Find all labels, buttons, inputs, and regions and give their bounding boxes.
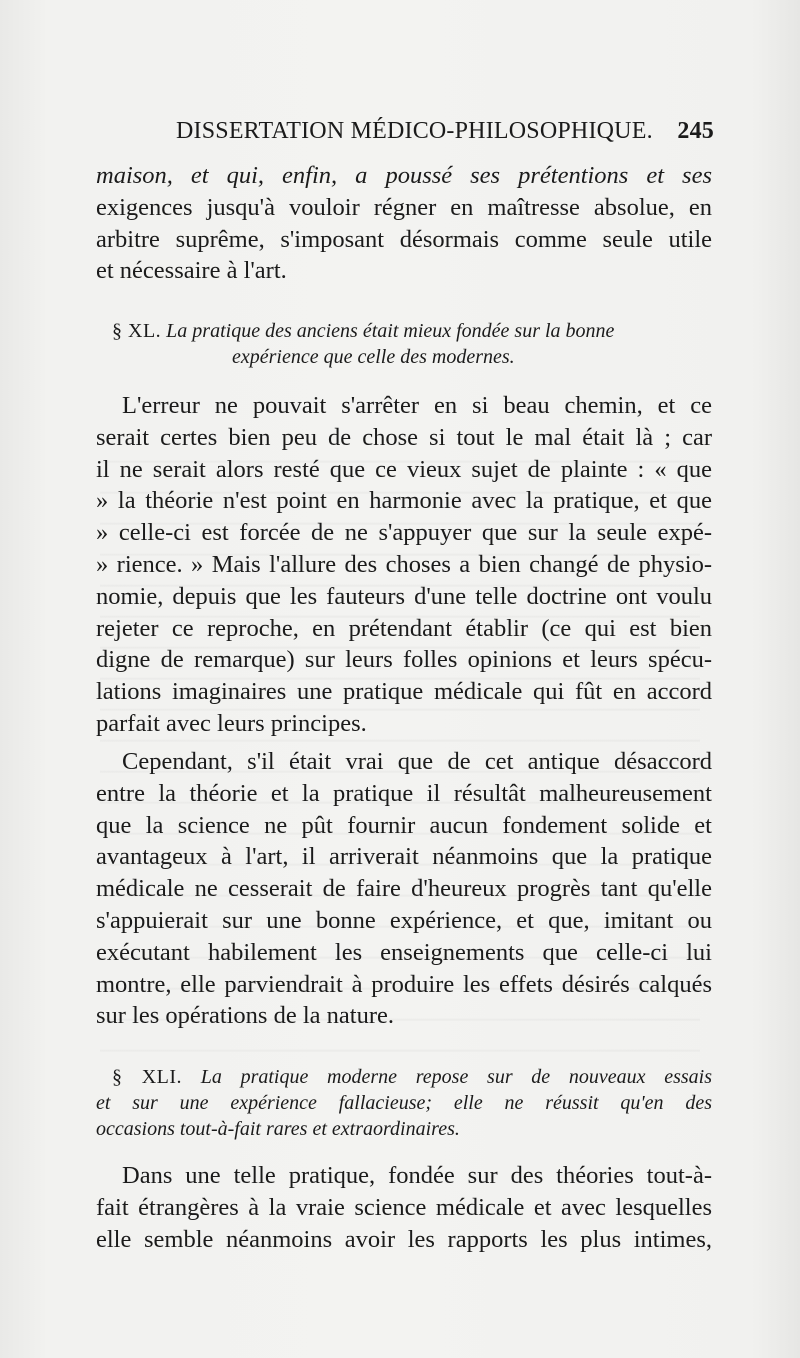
- paragraph-continuation: [96, 160, 712, 287]
- section-title: La pratique des anciens était mieux fondée sur la bonne: [166, 320, 615, 342]
- text-line: s'appuierait sur une bonne expérience, et que, imitant ou: [96, 906, 712, 934]
- section-number: § XLI.: [112, 1066, 183, 1088]
- section-title: La pratique moderne repose sur de nouveaux essais: [200, 1066, 713, 1088]
- text-line: rejeter ce reproche, en prétendant établir (ce qui est bien: [96, 614, 712, 642]
- text-line: [96, 160, 712, 192]
- section-title: occasions tout-à-fait rares et extraordinaires.: [96, 1118, 460, 1140]
- text-line: » celle-ci est forcée de ne s'appuyer que sur la seule expé-: [96, 519, 712, 547]
- text-line: » la théorie n'est point en harmonie avec la pratique, et que: [96, 487, 712, 515]
- text-line: et nécessaire à l'art.: [96, 257, 287, 285]
- text-line: entre la théorie et la pratique il résultât malheureusement: [96, 779, 712, 807]
- section-heading-line: [96, 318, 712, 344]
- text-line: L'erreur ne pouvait s'arrêter en si beau chemin, et ce: [122, 392, 712, 419]
- text-line: médicale ne cesserait de faire d'heureux progrès tant qu'elle: [96, 875, 712, 903]
- section-heading-xl: [96, 318, 712, 370]
- text-line: digne de remarque) sur leurs folles opinions et leurs spécu-: [96, 646, 712, 674]
- text-line: sur les opérations de la nature.: [96, 1002, 394, 1030]
- text-line: Cependant, s'il était vrai que de cet antique désaccord: [122, 748, 712, 775]
- text-line-content: maison, et qui, enfin, a poussé ses prétentions et ses: [96, 162, 712, 189]
- text-line: elle semble néanmoins avoir les rapports les plus intimes,: [96, 1225, 712, 1253]
- text-line: parfait avec leurs principes.: [96, 709, 367, 737]
- text-line: Dans une telle pratique, fondée sur des théories tout-à-: [122, 1162, 712, 1189]
- section-heading-line: [96, 1090, 712, 1116]
- section-heading-line: [96, 344, 712, 370]
- text-line: que la science ne pût fournir aucun fondement solide et: [96, 811, 712, 839]
- text-line: avantageux à l'art, il arriverait néanmoins que la pratique: [96, 843, 712, 871]
- text-line: exigences jusqu'à vouloir régner en maîtresse absolue, en: [96, 193, 712, 221]
- text-line: lations imaginaires une pratique médicale qui fût en accord: [96, 678, 712, 706]
- section-heading-line: [96, 1116, 712, 1142]
- paragraph: [96, 1160, 712, 1255]
- text-line: nomie, depuis que les fauteurs d'une telle doctrine ont voulu: [96, 582, 712, 610]
- text-line: » rience. » Mais l'allure des choses a bien changé de physio-: [96, 550, 712, 578]
- section-title: et sur une expérience fallacieuse; elle ne réussit qu'en des: [96, 1092, 712, 1114]
- section-number: § XL.: [112, 320, 162, 342]
- running-title: DISSERTATION MÉDICO-PHILOSOPHIQUE.: [176, 118, 653, 144]
- text-line: serait certes bien peu de chose si tout le mal était là ; car: [96, 423, 712, 451]
- section-heading-xli: [96, 1064, 712, 1142]
- section-heading-line: [96, 1064, 712, 1090]
- text-line: exécutant habilement les enseignements que celle-ci lui: [96, 938, 712, 966]
- section-title: expérience que celle des modernes.: [232, 346, 515, 368]
- paragraph: [96, 746, 712, 1032]
- paragraph: [96, 390, 712, 740]
- text-line: fait étrangères à la vraie science médicale et avec lesquelles: [96, 1193, 712, 1221]
- text-line: il ne serait alors resté que ce vieux sujet de plainte : « que: [96, 455, 712, 483]
- page-number: 245: [677, 118, 714, 144]
- text-line: montre, elle parviendrait à produire les effets désirés calqués: [96, 970, 712, 998]
- text-line: arbitre suprême, s'imposant désormais comme seule utile: [96, 225, 712, 253]
